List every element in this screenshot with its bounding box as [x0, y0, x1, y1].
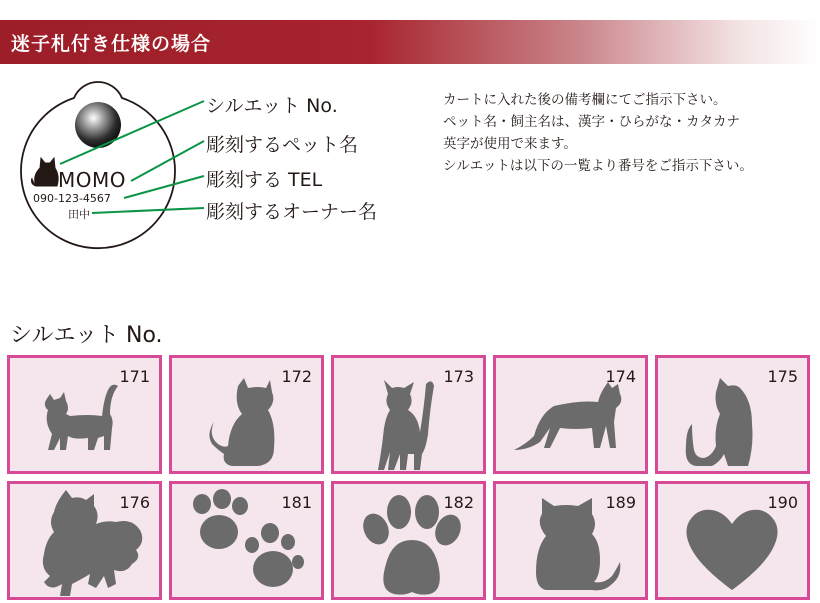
silhouette-option-171[interactable] — [7, 355, 162, 474]
tag-phone: 090-123-4567 — [33, 192, 111, 205]
silhouette-number: 190 — [767, 493, 798, 512]
cat-standing-front-icon — [378, 380, 434, 470]
silhouette-option-174[interactable] — [493, 355, 648, 474]
silhouette-number: 182 — [443, 493, 474, 512]
label-pet-name: 彫刻するペット名 — [206, 134, 359, 156]
silhouette-grid — [7, 355, 814, 600]
silhouette-option-190[interactable] — [655, 481, 810, 600]
silhouette-option-176[interactable] — [7, 481, 162, 600]
cat-walking-side-icon — [514, 382, 621, 450]
silhouette-number: 181 — [281, 493, 312, 512]
heart-icon — [686, 510, 777, 590]
label-silhouette-no: シルエット No. — [206, 95, 338, 117]
section-header-title: 迷子札付き仕様の場合 — [11, 33, 212, 55]
tag-owner: 田中 — [68, 208, 90, 221]
tag-pet-name: MOMO — [58, 168, 126, 192]
silhouette-number: 173 — [443, 367, 474, 386]
cat-sitting-back-icon — [209, 378, 274, 466]
instructions — [443, 89, 818, 177]
gallery-title: シルエット No. — [10, 323, 163, 348]
silhouette-option-182[interactable] — [331, 481, 486, 600]
silhouette-number: 176 — [119, 493, 150, 512]
instruction-line: 英字が使用で来ます。 — [443, 136, 577, 152]
label-tel: 彫刻する TEL — [206, 169, 323, 191]
instruction-line: ペット名・飼主名は、漢字・ひらがな・カタカナ — [443, 114, 740, 130]
silhouette-option-175[interactable] — [655, 355, 810, 474]
instruction-line: シルエットは以下の一覧より番号をご指示下さい。 — [443, 158, 753, 174]
silhouette-option-181[interactable] — [169, 481, 324, 600]
cat-walking-tail-up-icon — [45, 385, 118, 450]
silhouette-option-173[interactable] — [331, 355, 486, 474]
silhouette-option-189[interactable] — [493, 481, 648, 600]
instruction-line: カートに入れた後の備考欄にてご指示下さい。 — [443, 92, 727, 108]
silhouette-number: 175 — [767, 367, 798, 386]
silhouette-number: 172 — [281, 367, 312, 386]
cat-sitting-side-icon — [686, 378, 753, 466]
silhouette-number: 174 — [605, 367, 636, 386]
label-owner-name: 彫刻するオーナー名 — [206, 201, 378, 223]
silhouette-number: 189 — [605, 493, 636, 512]
tag-diagram — [0, 0, 420, 260]
silhouette-option-172[interactable] — [169, 355, 324, 474]
silhouette-number: 171 — [119, 367, 150, 386]
